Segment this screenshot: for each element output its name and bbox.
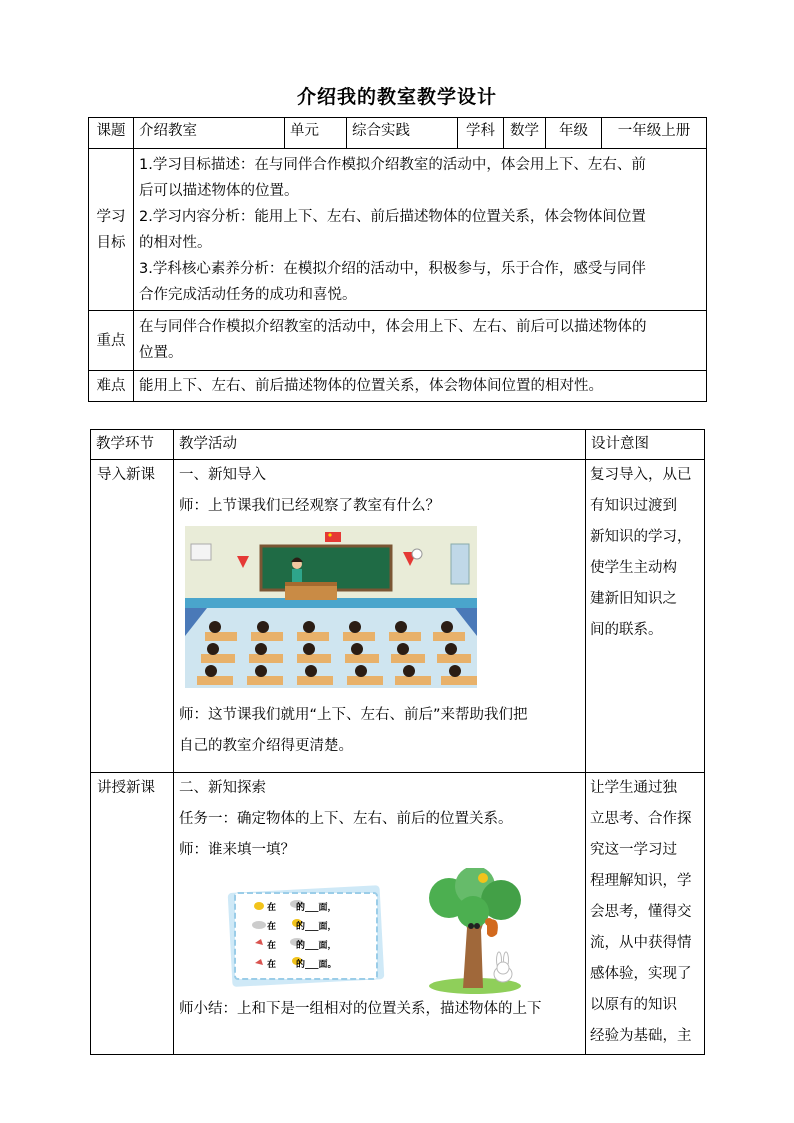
grade-label: 年级 [546, 118, 602, 149]
card-line-1: 在 的___面， [267, 903, 337, 913]
goals-label: 学习 目标 [89, 149, 134, 311]
tree-squirrel-rabbit-illustration [419, 868, 523, 996]
intro-question: 师：上节课我们已经观察了教室有什么？ [179, 498, 440, 514]
goal-line: 2.学习内容分析：能用上下、左右、前后描述物体的位置关系，体会物体间位置 [139, 209, 646, 225]
lesson-info-table [88, 117, 707, 402]
new-lesson-intent: 让学生通过独 立思考、合作探 究这一学习过 程理解知识，学 会思考，懂得交 流，从中获得情 感体验，实现了 以原有的知识 经验为基础，主 [586, 773, 705, 1055]
goal-line: 后可以描述物体的位置。 [139, 183, 299, 199]
intro-closing: 自己的教室介绍得更清楚。 [179, 738, 353, 754]
unit-label: 单元 [285, 118, 347, 149]
goal-line: 合作完成活动任务的成功和喜悦。 [139, 287, 357, 303]
new-lesson-row [91, 773, 705, 1055]
goal-line: 3.学科核心素养分析：在模拟介绍的活动中，积极参与，乐于合作，感受与同伴 [139, 261, 646, 277]
card-line-4: 在 的___面。 [267, 960, 337, 970]
difficulty-row [89, 371, 707, 402]
intro-activity [174, 460, 586, 773]
key-point-label: 重点 [89, 311, 134, 371]
fill-in-card [227, 884, 387, 988]
task-one: 任务一：确定物体的上下、左右、前后的位置关系。 [179, 811, 513, 827]
intro-row [91, 460, 705, 773]
goal-line: 的相对性。 [139, 235, 212, 251]
key-point-row [89, 311, 707, 371]
key-point-content: 在与同伴合作模拟介绍教室的活动中，体会用上下、左右、前后可以描述物体的 位置。 [134, 311, 707, 371]
teaching-process-table [90, 429, 705, 1055]
new-lesson-activity [174, 773, 586, 1055]
card-line-3: 在 的___面， [267, 941, 337, 951]
grade-value: 一年级上册 [602, 118, 707, 149]
summary-line: 师小结：上和下是一组相对的位置关系，描述物体的上下 [179, 1001, 542, 1017]
difficulty-label: 难点 [89, 371, 134, 402]
intro-heading: 一、新知导入 [179, 467, 266, 483]
goals-content [134, 149, 707, 311]
exercise-images [179, 866, 580, 994]
topic-value: 介绍教室 [134, 118, 285, 149]
new-lesson-heading: 二、新知探索 [179, 780, 266, 796]
topic-label: 课题 [89, 118, 134, 149]
document-title: 介绍我的教室教学设计 [296, 86, 497, 108]
header-intent: 设计意图 [586, 430, 705, 460]
intro-stage: 导入新课 [91, 460, 174, 773]
new-lesson-stage: 讲授新课 [91, 773, 174, 1055]
process-header-row [91, 430, 705, 460]
intro-intent: 复习导入，从已 有知识过渡到 新知识的学习， 使学生主动构 建新旧知识之 间的联系。 [586, 460, 705, 773]
intro-closing: 师：这节课我们就用“上下、左右、前后”来帮助我们把 [179, 707, 528, 723]
goal-line: 1.学习目标描述：在与同伴合作模拟介绍教室的活动中，体会用上下、左右、前 [139, 157, 646, 173]
goals-row [89, 149, 707, 311]
header-activity: 教学活动 [174, 430, 586, 460]
classroom-illustration [185, 526, 477, 688]
info-row [89, 118, 707, 149]
fill-prompt: 师：谁来填一填？ [179, 842, 295, 858]
subject-value: 数学 [504, 118, 546, 149]
subject-label: 学科 [458, 118, 504, 149]
card-line-2: 在 的___面， [267, 922, 337, 932]
unit-value: 综合实践 [347, 118, 458, 149]
header-stage: 教学环节 [91, 430, 174, 460]
difficulty-content: 能用上下、左右、前后描述物体的位置关系，体会物体间位置的相对性。 [134, 371, 707, 402]
